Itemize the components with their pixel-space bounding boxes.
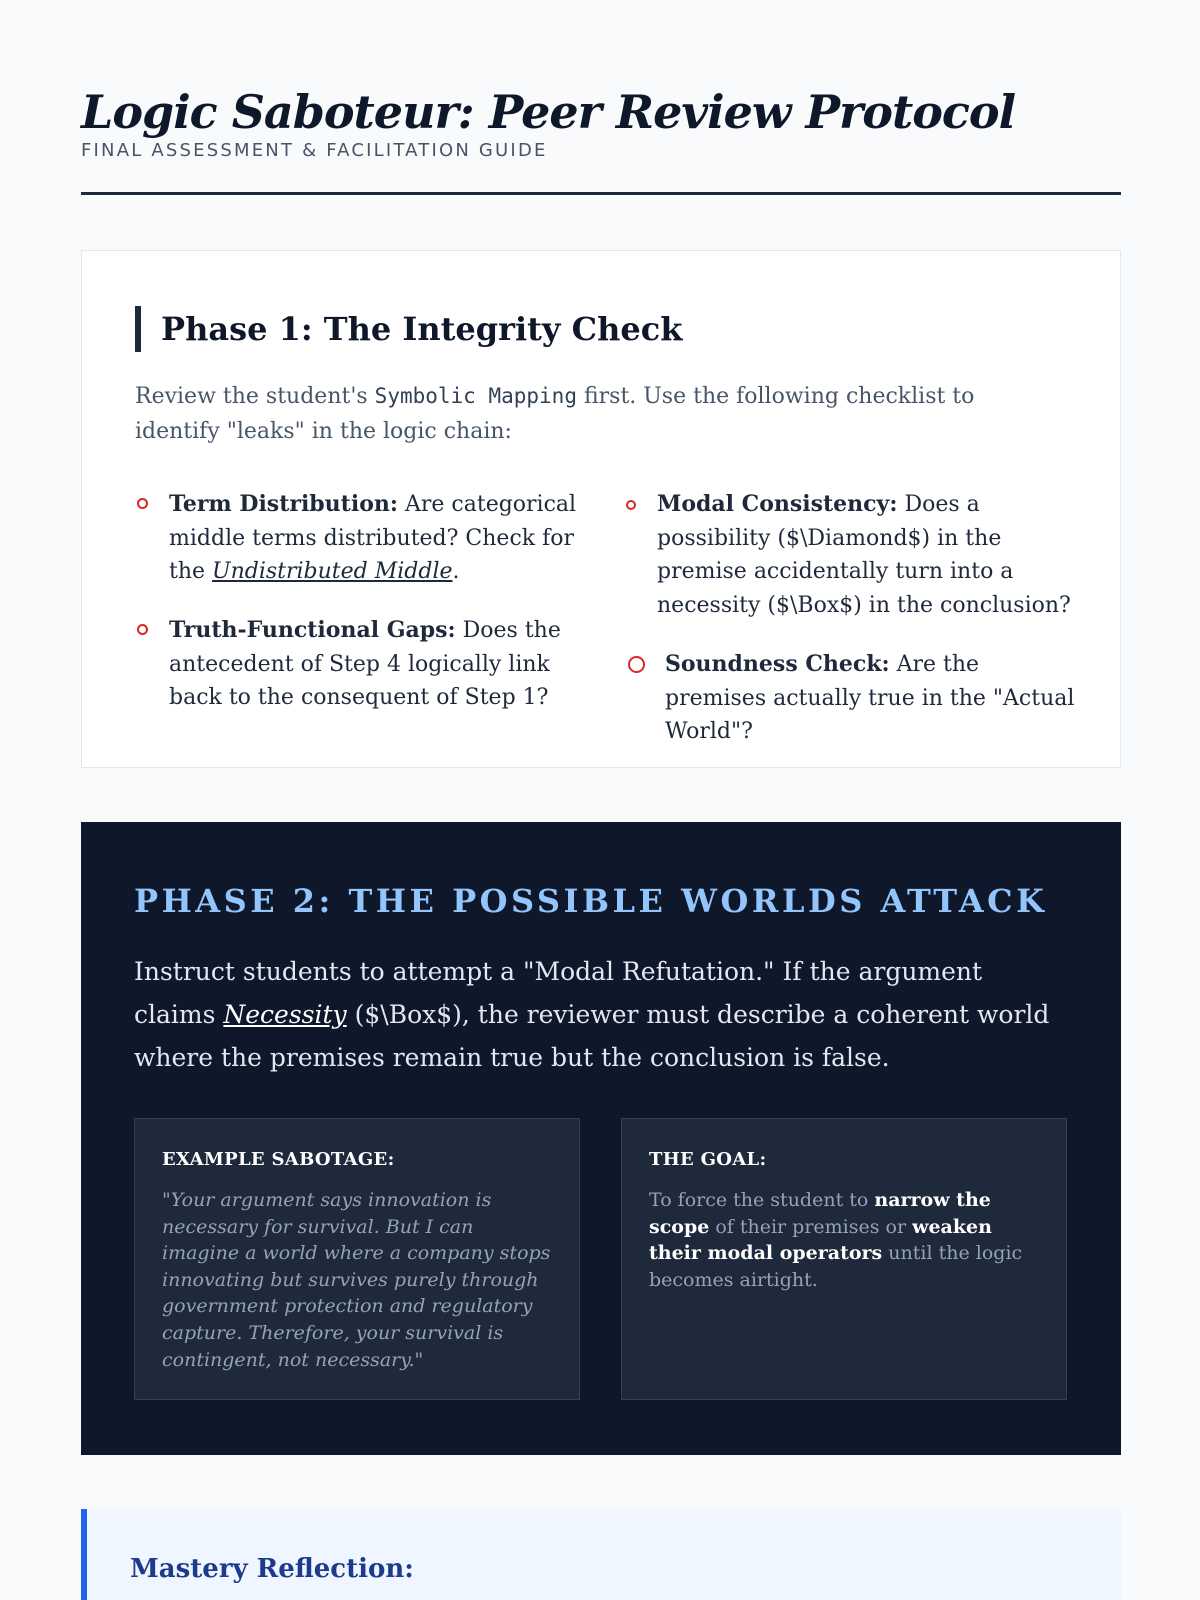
intro-text-before: Review the student's xyxy=(135,384,375,409)
checklist-item xyxy=(169,488,579,589)
example-quote: "Your argument says innovation is necessary for survival. But I can imagine a world where a company stops innovating but survives purely through government protection and regulatory capture. Therefore, your survival is contingent, not necessary." xyxy=(162,1189,551,1371)
checklist-text: Are categorical middle terms distributed? Check for the xyxy=(169,492,577,584)
phase1-card xyxy=(81,250,1121,768)
page-header xyxy=(81,80,1121,161)
goal-box xyxy=(621,1118,1067,1400)
phase2-title: PHASE 2: THE POSSIBLE WORLDS ATTACK xyxy=(134,882,1048,920)
intro-code: Symbolic Mapping xyxy=(374,384,577,408)
goal-bold1: narrow the scope xyxy=(649,1189,991,1238)
phase1-heading xyxy=(135,306,682,352)
bullet-circle-icon xyxy=(628,656,645,673)
example-heading: EXAMPLE SABOTAGE: xyxy=(162,1149,395,1170)
checklist-tail: . xyxy=(452,559,460,584)
checklist-term: Truth-Functional Gaps: xyxy=(169,617,456,643)
header-divider xyxy=(81,192,1121,195)
page-title: Logic Saboteur: Peer Review Protocol xyxy=(81,85,1016,139)
example-sabotage-box xyxy=(134,1118,580,1400)
goal-part3: until the logic becomes airtight. xyxy=(649,1242,1023,1291)
phase2-instructions xyxy=(134,950,1064,1079)
checklist-item xyxy=(665,648,1075,749)
checklist-term: Term Distribution: xyxy=(169,491,398,517)
undistributed-middle-term: Undistributed Middle xyxy=(212,559,453,584)
checklist-text: Does a possibility ($\Diamond$) in the premise accidentally turn into a necessity ($\Box$) in the conclusion? xyxy=(657,492,1071,618)
phase2-text-after: ($\Box$), the reviewer must describe a coherent world where the premises remain true but the conclusion is false. xyxy=(134,1000,1050,1072)
checklist-text: Are the premises actually true in the "Actual World"? xyxy=(665,652,1075,744)
goal-text xyxy=(649,1187,1039,1293)
phase1-title: Phase 1: The Integrity Check xyxy=(161,310,683,348)
goal-heading: THE GOAL: xyxy=(649,1149,767,1170)
phase2-text-before: Instruct students to attempt a "Modal Refutation." If the argument claims xyxy=(134,957,983,1029)
bullet-circle-icon xyxy=(137,498,148,509)
checklist-text: Does the antecedent of Step 4 logically link back to the consequent of Step 1? xyxy=(169,618,561,710)
reflection-card xyxy=(81,1509,1121,1600)
goal-part2: of their premises or xyxy=(709,1215,913,1238)
goal-bold2: weaken their modal operators xyxy=(649,1215,992,1265)
reflection-title: Mastery Reflection: xyxy=(130,1554,414,1584)
checklist-term: Modal Consistency: xyxy=(657,491,898,517)
phase1-intro xyxy=(135,379,1055,449)
goal-part1: To force the student to xyxy=(649,1189,875,1211)
phase2-card xyxy=(81,822,1121,1455)
checklist-item xyxy=(657,488,1077,622)
bullet-circle-icon xyxy=(626,500,636,510)
necessity-term: Necessity xyxy=(223,1000,347,1029)
checklist-item xyxy=(169,614,579,715)
intro-text-after: first. Use the following checklist to identify "leaks" in the logic chain: xyxy=(135,384,975,444)
checklist-term: Soundness Check: xyxy=(665,651,890,677)
page-subtitle: FINAL ASSESSMENT & FACILITATION GUIDE xyxy=(81,140,548,161)
bullet-circle-icon xyxy=(137,624,148,635)
